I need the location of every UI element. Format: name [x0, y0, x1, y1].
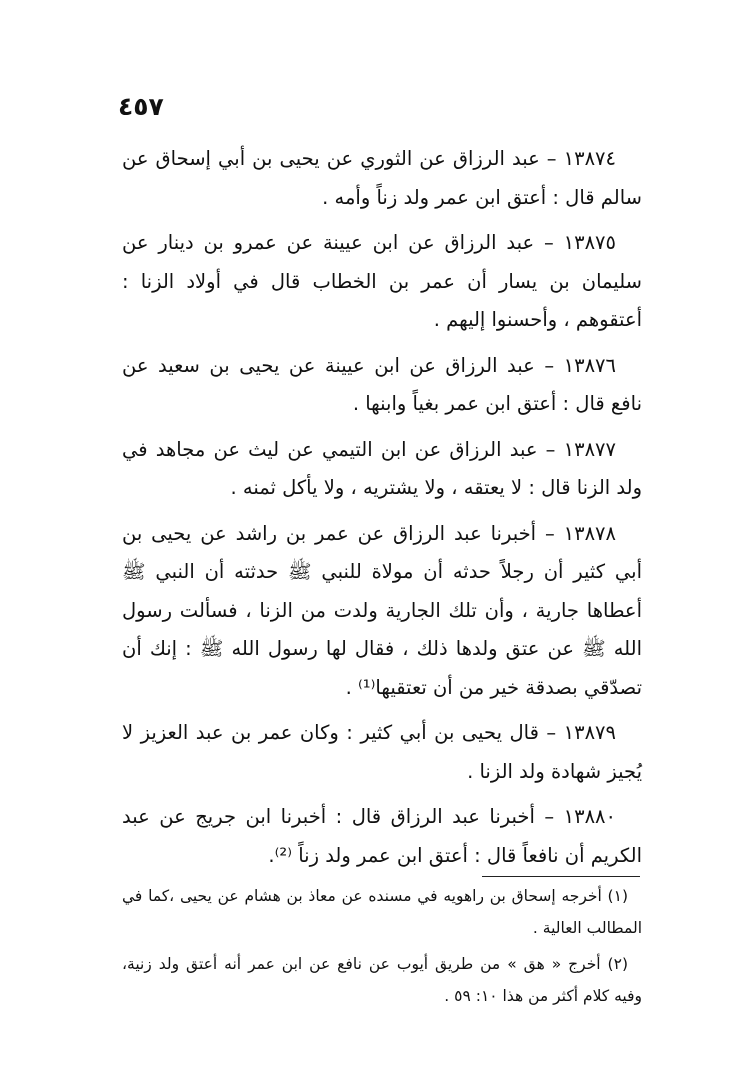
hadith-entry-13874: ١٣٨٧٤ – عبد الرزاق عن الثوري عن يحيى بن أبي إسحاق عن سالم قال : أعتق ابن عمر ولد زناً وأمه .	[122, 147, 642, 209]
hadith-entry-13878: ١٣٨٧٨ – أخبرنا عبد الرزاق عن عمر بن راشد عن يحيى بن أبي كثير أن رجلاً حدثه أن مولاة للنبي ﷺ حدثته أن النبي ﷺ أعطاها جارية ، وأن تلك الجارية ولدت من الزنا ، فسألت رسول الله ﷺ عن عتق ولدها ذلك ، فقال لها رسول الله ﷺ : إنك أن تصدّقي بصدقة خير من أن تعتقيها⁽¹⁾ .	[122, 521, 642, 699]
footnotes	[122, 880, 642, 1016]
hadith-entry-13879: ١٣٨٧٩ – قال يحيى بن أبي كثير : وكان عمر بن عبد العزيز لا يُجيز شهادة ولد الزنا .	[122, 721, 642, 783]
main-text	[122, 140, 642, 882]
footnote-2: (٢) أخرج « هق » من طريق أيوب عن نافع عن ابن عمر أنه أعتق ولد زنية، وفيه كلام أكثر من هذا ١٠: ٥٩ .	[122, 955, 642, 1005]
hadith-entry-13875: ١٣٨٧٥ – عبد الرزاق عن ابن عيينة عن عمرو بن دينار عن سليمان بن يسار أن عمر بن الخطاب قال في أولاد الزنا : أعتقوهم ، وأحسنوا إليهم .	[122, 231, 642, 331]
page-number: ٤٥٧	[118, 92, 164, 121]
footnote-divider	[482, 876, 640, 877]
footnote-1: (١) أخرجه إسحاق بن راهويه في مسنده عن معاذ بن هشام عن يحيى ،كما في المطالب العالية .	[122, 887, 642, 937]
hadith-entry-13880: ١٣٨٨٠ – أخبرنا عبد الرزاق قال : أخبرنا ابن جريج عن عبد الكريم أن نافعاً قال : أعتق ابن عمر ولد زناً ⁽²⁾.	[122, 805, 642, 867]
hadith-entry-13876: ١٣٨٧٦ – عبد الرزاق عن ابن عيينة عن يحيى بن سعيد عن نافع قال : أعتق ابن عمر بغياً وابنها .	[122, 353, 642, 415]
hadith-entry-13877: ١٣٨٧٧ – عبد الرزاق عن ابن التيمي عن ليث عن مجاهد في ولد الزنا قال : لا يعتقه ، ولا يشتريه ، ولا يأكل ثمنه .	[122, 437, 642, 499]
